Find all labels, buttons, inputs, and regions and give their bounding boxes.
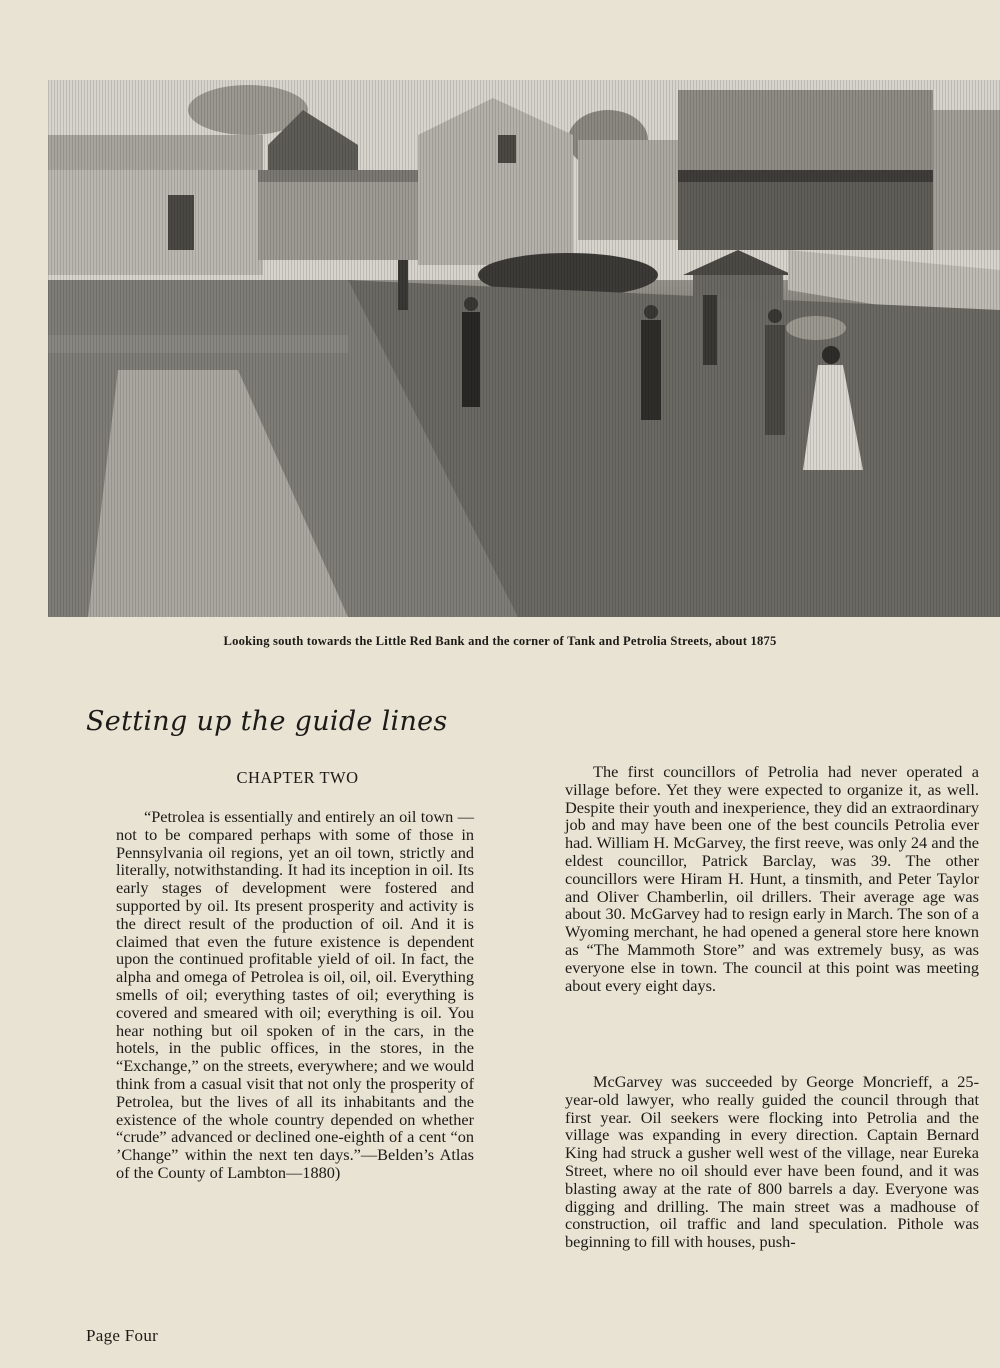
- chapter-heading: CHAPTER TWO: [236, 768, 359, 787]
- body-paragraph-2: McGarvey was succeeded by George Moncrieff, a 25-year-old lawyer, who really guided the council through that first year. Oil seekers were flocking into Petrolia and the village was expanding in every direction. Captain Bernard King had struck a gusher well west of the village, near Eureka Street, where no oil should ever have been found, and it was blasting away at the rate of 800 barrels a day. Everyone was digging and drilling. The main street was a madhouse of construction, oil traffic and land speculation. Pithole was beginning to fill with houses, push-: [565, 1072, 979, 1252]
- left-column: [116, 808, 474, 1182]
- quote-paragraph: “Petrolea is essentially and entirely an oil town — not to be compared perhaps with some of those in Pennsylvania oil regions, yet an oil town, strictly and literally, notwithstanding. It had its inception in oil. Its early stages of development were fostered and supported by oil. Its present prosperity and activity is the direct result of the production of oil. And it is claimed that even the future existence is dependent upon the continued profitable yield of oil. In fact, the alpha and omega of Petrolea is oil, oil, oil. Everything smells of oil; everything tastes of oil; everything is covered and smeared with oil; everything is oil. You hear nothing but oil spoken of in the cars, in the hotels, in the public offices, in the stores, in the “Exchange,” on the streets, everywhere; and we would think from a casual visit that not only the prosperity of Petrolea, but the lives of all its inhabitants and the existence of the whole country depended on whether “crude” advanced or declined one-eighth of a cent “on ’Change” within the next ten days.”—Belden’s Atlas of the County of Lambton—1880): [116, 807, 474, 1182]
- historic-photo: [48, 80, 1000, 617]
- right-column-bottom: [565, 1073, 979, 1251]
- right-column-top: [565, 763, 979, 994]
- photo-illustration: [48, 80, 1000, 617]
- photo-caption: Looking south towards the Little Red Bank and the corner of Tank and Petrolia Streets, about 1875: [223, 634, 777, 648]
- body-paragraph-1: The first councillors of Petrolia had never operated a village before. Yet they were expected to organize it, as well. Despite their youth and inexperience, they did an extraordinary job and may have been one of the best councils Petrolia ever had. William H. McGarvey, the first reeve, was only 24 and the eldest councillor, Patrick Barclay, was 39. The other councillors were Hiram H. Hunt, a tinsmith, and Peter Taylor and Oliver Chamberlin, oil drillers. Their average age was about 30. McGarvey had to resign early in March. The son of a Wyoming merchant, he had opened a general store here known as “The Mammoth Store” and was extremely busy, as was everyone else in town. The council at this point was meeting about every eight days.: [565, 762, 979, 995]
- page-number: Page Four: [86, 1326, 159, 1345]
- section-title: Setting up the guide lines: [86, 706, 448, 737]
